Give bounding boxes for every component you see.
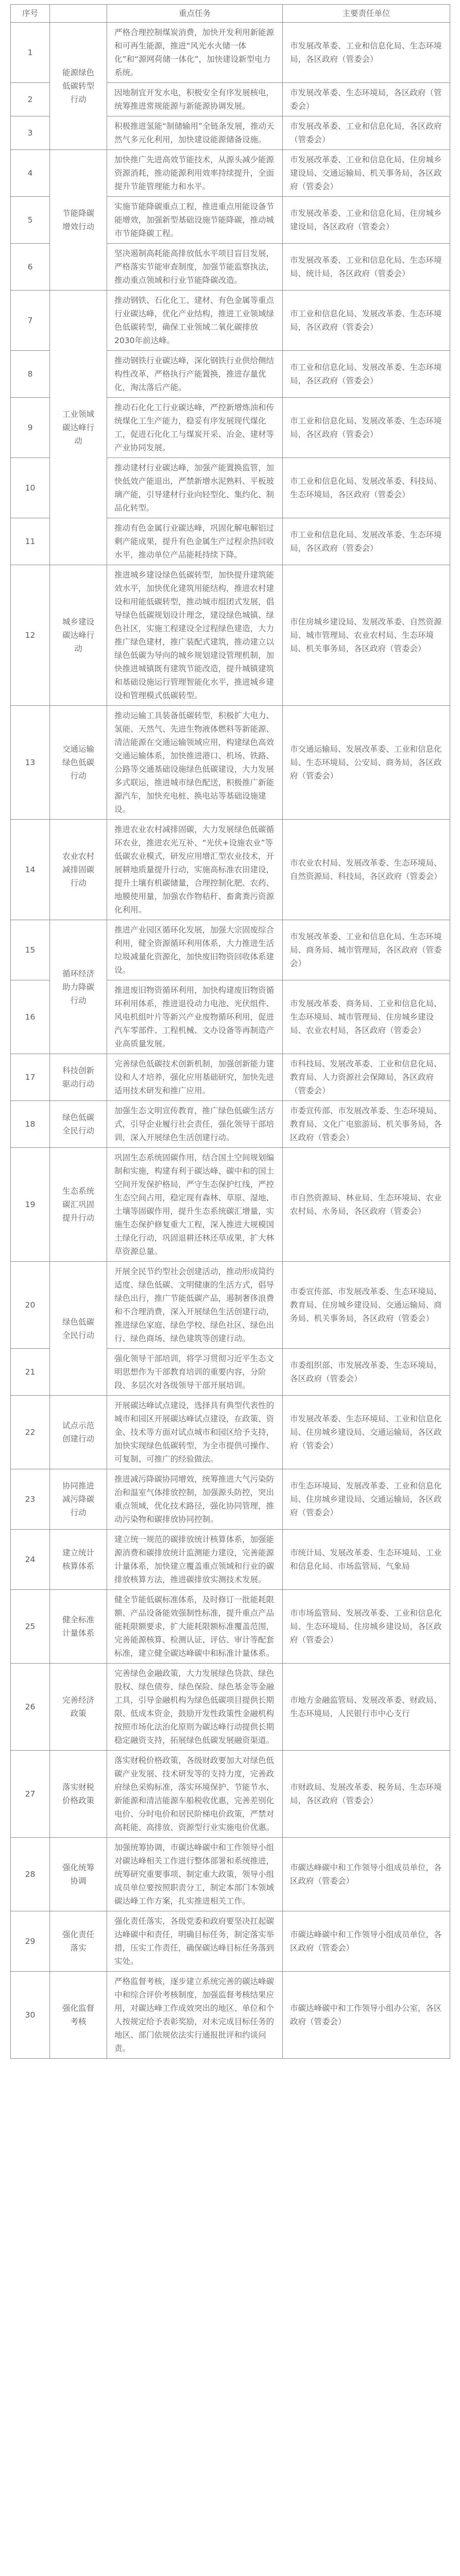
table-row <box>11 1054 450 1101</box>
table-row <box>11 565 450 706</box>
category-label: 健全标准计量体系 <box>62 1615 94 1638</box>
row-number: 6 <box>11 244 50 291</box>
row-number: 3 <box>11 116 50 150</box>
responsible-unit-cell: 市市场监管局、发展改革委、工业和信息化局、生态环境局、住房城乡建设局，各区政府（管委会） <box>283 1590 450 1664</box>
header-category <box>50 5 107 23</box>
category-cell <box>50 820 107 920</box>
row-number: 23 <box>11 1469 50 1530</box>
row-number: 9 <box>11 398 50 458</box>
responsible-unit-cell: 市统计局、发展改革委、生态环境局、工业和信息化局、市场监管局、气象局 <box>283 1530 450 1590</box>
responsible-unit-cell: 市自然资源局、林业局、生态环境局、农业农村局、水务局，各区政府（管委会） <box>283 1148 450 1262</box>
category-label: 节能降碳增效行动 <box>62 209 94 231</box>
table-row <box>11 291 450 351</box>
row-number: 22 <box>11 1396 50 1469</box>
row-number: 24 <box>11 1530 50 1590</box>
table-row <box>11 706 450 820</box>
table-row <box>11 1838 450 1911</box>
responsible-unit-cell: 市委组织部、市发展改革委、生态环境局，各区政府（管委会） <box>283 1349 450 1396</box>
row-number: 2 <box>11 83 50 116</box>
table-row <box>11 23 450 83</box>
responsible-unit-cell: 市发展改革委、工业和信息化局、生态环境局，各区政府（管委会） <box>283 23 450 83</box>
row-number: 19 <box>11 1148 50 1262</box>
category-cell <box>50 23 107 150</box>
row-number: 25 <box>11 1590 50 1664</box>
task-cell: 因地制宜开发水电，积极安全有序发展核电，统筹推进常规能源与新能源协调发展。 <box>107 83 283 116</box>
category-label: 城乡建设碳达峰行动 <box>62 617 94 653</box>
responsible-unit-cell: 市工业和信息化局、发展改革委、生态环境局，各区政府（管委会） <box>283 518 450 565</box>
task-cell: 强化责任落实，各级党委和政府要坚决扛起碳达峰碳中和责任，明确目标任务，制定落实举措，压实工作责任，确保碳达峰目标任务落到实处。 <box>107 1911 283 1972</box>
task-cell: 开展碳达峰试点建设，选择具有典型代表性的城市和园区开展碳达峰试点建设，在政策、资金、技术等方面对试点城市和园区给予支持，加快实现绿色低碳转型，为全市提供可操作、可复制、可推广的经验做法。 <box>107 1396 283 1469</box>
header-unit: 主要责任单位 <box>283 5 450 23</box>
responsible-unit-cell: 市发展改革委、工业和信息化局、生态环境局、统计局，各区政府（管委会） <box>283 244 450 291</box>
category-cell <box>50 1911 107 1972</box>
category-cell <box>50 1054 107 1101</box>
table-row <box>11 1972 450 2059</box>
row-number: 18 <box>11 1101 50 1148</box>
table-row <box>11 1751 450 1838</box>
row-number: 5 <box>11 197 50 244</box>
task-table <box>10 4 450 2059</box>
task-cell: 开展全民节约型社会创建活动，推动形成简约适度、绿色低碳、文明健康的生活方式，倡导绿色出行，推广节能低碳产品，遏制奢侈浪费和不合理消费，深入开展绿色生活创建行动，推进绿色家庭、绿色学校、绿色社区、绿色出行、绿色商场、绿色建筑等创建行动。 <box>107 1262 283 1349</box>
row-number: 26 <box>11 1664 50 1751</box>
row-number: 21 <box>11 1349 50 1396</box>
task-cell: 加强统筹协调，市碳达峰碳中和工作领导小组对碳达峰相关工作进行整体部署和系统推进，统筹研究重要事项、制定重大政策，领导小组成员单位要按照职责分工，制定本部门本领域碳达峰工作方案，扎实推进相关工作。 <box>107 1838 283 1911</box>
category-label: 交通运输绿色低碳行动 <box>62 744 94 781</box>
responsible-unit-cell: 市生态环境局、发展改革委、工业和信息化局、住房城乡建设局、交通运输局，各区政府（管委会） <box>283 1469 450 1530</box>
responsible-unit-cell: 市农业农村局、发展改革委、生态环境局、自然资源局、科技局，各区政府（管委会） <box>283 820 450 920</box>
table-header-row <box>11 5 450 23</box>
category-label: 协同推进减污降碳行动 <box>62 1481 94 1517</box>
task-cell: 严格合理控制煤炭消费，加快开发利用新能源和可再生能源，推进“风光水火储一体化”和“源网荷储一体化”，加快建设新型电力系统。 <box>107 23 283 83</box>
category-label: 强化责任落实 <box>62 1930 94 1953</box>
category-cell <box>50 565 107 706</box>
row-number: 16 <box>11 980 50 1054</box>
category-label: 生态系统碳汇巩固提升行动 <box>62 1187 94 1223</box>
responsible-unit-cell: 市委宣传部、市发展改革委、生态环境局、教育局、文化广电旅游局、机关事务局，各区政府（管委会） <box>283 1101 450 1148</box>
category-label: 落实财税价格政策 <box>62 1783 94 1805</box>
task-cell: 强化领导干部培训，将学习贯彻习近平生态文明思想作为干部教育培训的重要内容，分阶段、多层次对各级领导干部开展培训。 <box>107 1349 283 1396</box>
category-cell <box>50 1101 107 1148</box>
row-number: 28 <box>11 1838 50 1911</box>
task-cell: 推动运输工具装备低碳转型，积极扩大电力、氢能、天然气、先进生物液体燃料等新能源、清洁能源在交通运输领域应用，构建绿色高效交通运输体系，加快推进港口、机场、铁路、公路等交通基础设施绿色低碳建设，大力发展多式联运，推进城市绿色配送，积极推广新能源汽车，加快充电桩、换电站等基础设施建设。 <box>107 706 283 820</box>
task-cell: 推进废旧物资循环利用，加快构建废旧物资循环利用体系，推进退役动力电池、光伏组件、风电机组叶片等新兴产业废物循环利用，促进汽车零部件、工程机械、文办设备等再制造产业高质量发展。 <box>107 980 283 1054</box>
task-cell: 坚决遏制高耗能高排放低水平项目盲目发展，严格落实节能审查制度，加强节能监察执法，推动重点领域和行业节能降碳改造。 <box>107 244 283 291</box>
table-row <box>11 1101 450 1148</box>
category-cell <box>50 1396 107 1469</box>
task-cell: 推动石化化工行业碳达峰，严控新增炼油和传统煤化工生产能力，稳妥有序发展现代煤化工，促进石化化工与煤炭开采、冶金、建材等产业协同发展。 <box>107 398 283 458</box>
task-cell: 建立统一规范的碳排放统计核算体系，加强能源消费和碳排放统计监测能力建设，完善能源计量体系，加快建立覆盖重点领域和行业的碳排放核算方法，推进碳排放实测技术发展。 <box>107 1530 283 1590</box>
table-row <box>11 1396 450 1469</box>
responsible-unit-cell: 市发展改革委、工业和信息化局、住房城乡建设局，各区政府（管委会） <box>283 197 450 244</box>
responsible-unit-cell: 市发展改革委、工业和信息化局，各区政府（管委会） <box>283 116 450 150</box>
category-cell <box>50 1751 107 1838</box>
responsible-unit-cell: 市发展改革委、生态环境局、工业和信息化局、住房城乡建设局、交通运输局，各区政府（管委会） <box>283 1396 450 1469</box>
category-cell <box>50 291 107 565</box>
category-cell <box>50 1469 107 1530</box>
table-row <box>11 920 450 980</box>
category-cell <box>50 1838 107 1911</box>
category-label: 工业领域碳达峰行动 <box>62 410 94 446</box>
row-number: 4 <box>11 150 50 197</box>
task-cell: 完善绿色低碳技术创新机制，加强创新能力建设和人才培养，强化应用基础研究，加快先进适用技术研发和推广应用。 <box>107 1054 283 1101</box>
row-number: 8 <box>11 351 50 398</box>
header-task: 重点任务 <box>107 5 283 23</box>
category-label: 强化统筹协调 <box>62 1863 94 1886</box>
task-cell: 推进产业园区循环化发展，加强大宗固废综合利用，健全资源循环利用体系，大力推进生活垃圾减量化资源化，加快废旧物资回收体系建设。 <box>107 920 283 980</box>
category-cell <box>50 1262 107 1396</box>
category-cell <box>50 1590 107 1664</box>
responsible-unit-cell: 市交通运输局、发展改革委、工业和信息化局、生态环境局、公安局、商务局，各区政府（管委会） <box>283 706 450 820</box>
task-cell: 加强生态文明宣传教育，推广绿色低碳生活方式，引导企业履行社会责任，强化领导干部培训，深入开展绿色生活创建行动。 <box>107 1101 283 1148</box>
task-cell: 落实财税价格政策，各级财政要加大对绿色低碳产业发展、技术研发等的支持力度，完善政府绿色采购标准，落实环境保护、节能节水、新能源和清洁能源车船税收优惠，完善差别化电价、分时电价和居民阶梯电价政策，严禁对高耗能、高排放、资源型行业实施电价优惠。 <box>107 1751 283 1838</box>
table-body <box>11 23 450 2059</box>
category-label: 循环经济助力降碳行动 <box>62 969 94 1005</box>
table-row <box>11 150 450 197</box>
row-number: 29 <box>11 1911 50 1972</box>
task-cell: 推动建材行业碳达峰，加强产能置换监管，加快低效产能退出，严禁新增水泥熟料、平板玻璃产能，引导建材行业向轻型化、集约化、制品化转型。 <box>107 458 283 518</box>
responsible-unit-cell: 市住房城乡建设局、发展改革委、自然资源局、城市管理局、农业农村局、生态环境局、机关事务局，各区政府（管委会） <box>283 565 450 706</box>
responsible-unit-cell: 市工业和信息化局、发展改革委、科技局、生态环境局，各区政府（管委会） <box>283 458 450 518</box>
category-label: 建立统计核算体系 <box>62 1548 94 1571</box>
category-label: 绿色低碳全民行动 <box>62 1317 94 1340</box>
row-number: 14 <box>11 820 50 920</box>
responsible-unit-cell: 市碳达峰碳中和工作领导小组办公室，各区政府（管委会） <box>283 1972 450 2059</box>
row-number: 7 <box>11 291 50 351</box>
category-cell <box>50 706 107 820</box>
responsible-unit-cell: 市发展改革委、生态环境局，各区政府（管委会） <box>283 83 450 116</box>
responsible-unit-cell: 市委宣传部、市发展改革委、生态环境局、教育局、住房城乡建设局、交通运输局、商务局、机关事务局，各区政府（管委会） <box>283 1262 450 1349</box>
responsible-unit-cell: 市碳达峰碳中和工作领导小组成员单位，各区政府（管委会） <box>283 1838 450 1911</box>
row-number: 15 <box>11 920 50 980</box>
task-cell: 推动钢铁行业碳达峰，深化钢铁行业供给侧结构性改革，严格执行产能置换，推进存量优化，淘汰落后产能。 <box>107 351 283 398</box>
task-document <box>10 4 450 2059</box>
task-cell: 实施节能降碳重点工程，推进重点用能设备节能增效，加强新型基础设施节能降碳，推动城市节能降碳工程。 <box>107 197 283 244</box>
task-cell: 加快推广先进高效节能技术，从源头减少能源资源消耗，推动能源利用效率持续提升，全面提升节能管理能力和水平。 <box>107 150 283 197</box>
category-cell <box>50 1972 107 2059</box>
category-cell <box>50 1530 107 1590</box>
row-number: 27 <box>11 1751 50 1838</box>
category-label: 能源绿色低碳转型行动 <box>62 68 94 104</box>
responsible-unit-cell: 市发展改革委、工业和信息化局、生态环境局、商务局、城市管理局，各区政府（管委会） <box>283 920 450 980</box>
category-cell <box>50 1664 107 1751</box>
category-label: 绿色低碳全民行动 <box>62 1113 94 1136</box>
task-cell: 健全节能低碳标准体系，及时修订一批能耗限额、产品设备能效强制性标准，提升重点产品能耗限额要求，扩大能耗限额标准覆盖范围，完善能源核算、检测认证、评估、审计等配套标准，建立健全碳达峰碳中和标准计量体系。 <box>107 1590 283 1664</box>
task-cell: 巩固生态系统固碳作用，结合国土空间规划编制和实施，构建有利于碳达峰、碳中和的国土空间开发保护格局，严守生态保护红线，严控生态空间占用，稳定现有森林、草原、湿地、土壤等固碳作用，提升生态系统碳汇增量，实施生态保护修复重大工程，深入推进大规模国土绿化行动，巩固退耕还林还草成果，扩大林草资源总量。 <box>107 1148 283 1262</box>
task-cell: 推动有色金属行业碳达峰，巩固化解电解铝过剩产能成果，提升有色金属生产过程余热回收水平，推动单位产品能耗持续下降。 <box>107 518 283 565</box>
responsible-unit-cell: 市发展改革委、商务局、工业和信息化局、生态环境局、城市管理局、住房城乡建设局、农业农村局，各区政府（管委会） <box>283 980 450 1054</box>
row-number: 12 <box>11 565 50 706</box>
responsible-unit-cell: 市财政局、发展改革委、税务局、生态环境局，各区政府（管委会） <box>283 1751 450 1838</box>
table-row <box>11 820 450 920</box>
header-no: 序号 <box>11 5 50 23</box>
row-number: 10 <box>11 458 50 518</box>
category-cell <box>50 920 107 1054</box>
row-number: 30 <box>11 1972 50 2059</box>
row-number: 17 <box>11 1054 50 1101</box>
responsible-unit-cell: 市碳达峰碳中和工作领导小组成员单位，各区政府（管委会） <box>283 1911 450 1972</box>
category-cell <box>50 1148 107 1262</box>
category-label: 强化监督考核 <box>62 2004 94 2026</box>
task-cell: 推进减污降碳协同增效，统筹推进大气污染防治和温室气体排放控制，加强源头防控，突出重点领域，优化技术路径，强化协同管理，推动污染物和碳排放协同控制。 <box>107 1469 283 1530</box>
table-row <box>11 1148 450 1262</box>
task-cell: 严格监督考核，逐步建立系统完善的碳达峰碳中和综合评价考核制度，加强监督考核结果应用，对碳达峰工作成效突出的地区、单位和个人按规定给予表彰奖励，对未完成目标任务的地区、部门依规依法实行通报批评和约谈问责。 <box>107 1972 283 2059</box>
task-cell: 完善绿色金融政策，大力发展绿色贷款、绿色股权、绿色债券、绿色保险、绿色基金等金融工具，引导金融机构为绿色低碳项目提供长期限、低成本资金，鼓励开发性政策性金融机构按照市场化法治化原则为碳达峰行动提供长期稳定融资支持，拓展绿色低碳发展融资渠道。 <box>107 1664 283 1751</box>
category-label: 科技创新驱动行动 <box>62 1066 94 1089</box>
category-label: 试点示范创建行动 <box>62 1421 94 1444</box>
table-row <box>11 1469 450 1530</box>
row-number: 11 <box>11 518 50 565</box>
responsible-unit-cell: 市工业和信息化局、发展改革委、生态环境局，各区政府（管委会） <box>283 351 450 398</box>
responsible-unit-cell: 市地方金融监管局、发展改革委、财政局、生态环境局，人民银行市中心支行 <box>283 1664 450 1751</box>
task-cell: 推动钢铁、石化化工、建材、有色金属等重点行业碳达峰，优化产业结构，推进工业领域绿色低碳转型，确保工业领域二氧化碳排放2030年前达峰。 <box>107 291 283 351</box>
responsible-unit-cell: 市工业和信息化局、发展改革委、生态环境局，各区政府（管委会） <box>283 291 450 351</box>
responsible-unit-cell: 市科技局、发展改革委、工业和信息化局、教育局、人力资源社会保障局，各区政府（管委会） <box>283 1054 450 1101</box>
table-row <box>11 1911 450 1972</box>
task-cell: 积极推进氢能“制储输用”全链条发展，推动天然气多元化利用，加快建设能源储备设施。 <box>107 116 283 150</box>
table-row <box>11 1530 450 1590</box>
category-label: 完善经济政策 <box>62 1696 94 1718</box>
row-number: 1 <box>11 23 50 83</box>
table-row <box>11 1590 450 1664</box>
row-number: 20 <box>11 1262 50 1349</box>
table-row <box>11 1262 450 1349</box>
task-cell: 推进城乡建设绿色低碳转型，加快提升建筑能效水平，加快优化建筑用能结构，推进农村建设和用能低碳转型，推动城市组团式发展，倡导绿色低碳规划设计理念，建设绿色城镇、绿色社区，实施工程建设全过程绿色建造，大力推广绿色建材，推广装配式建筑，推动建立以绿色低碳为导向的城乡规划建设管理机制，加快推进城镇既有建筑节能改造，提升城镇建筑和基础设施运行管理智能化水平，推进城乡建设和管理模式低碳转型。 <box>107 565 283 706</box>
responsible-unit-cell: 市发展改革委、工业和信息化局、住房城乡建设局、交通运输局、机关事务局，各区政府（管委会） <box>283 150 450 197</box>
row-number: 13 <box>11 706 50 820</box>
category-label: 农业农村减排固碳行动 <box>62 852 94 888</box>
table-row <box>11 1664 450 1751</box>
responsible-unit-cell: 市工业和信息化局、发展改革委、生态环境局，各区政府（管委会） <box>283 398 450 458</box>
task-cell: 推进农业农村减排固碳，大力发展绿色低碳循环农业，推进农光互补、“光伏+设施农业”等低碳农业模式，研发应用增汇型农业技术，开展耕地质量提升行动，实施高标准农田建设，提升土壤有机碳储量，合理控制化肥、农药、地膜使用量，加强农作物秸秆、畜禽粪污资源化利用。 <box>107 820 283 920</box>
category-cell <box>50 150 107 291</box>
